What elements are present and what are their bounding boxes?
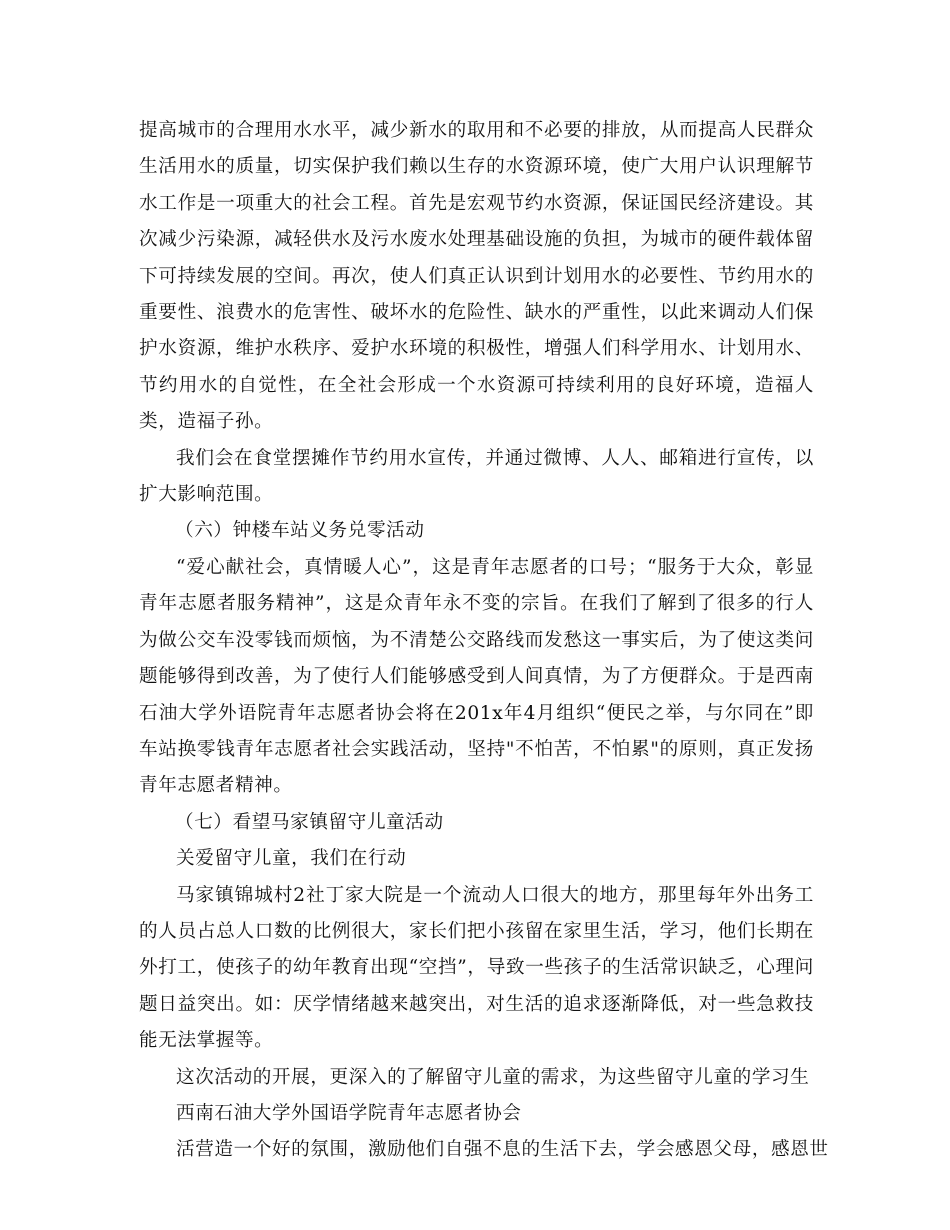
document-body [139, 113, 829, 1169]
paragraph-publicity: 我们会在食堂摆摊作节约用水宣传，并通过微博、人人、邮箱进行宣传，以扩大影响范围。 [139, 447, 814, 506]
paragraph-organization: 西南石油大学外国语学院青年志愿者协会 [176, 1102, 522, 1124]
paragraph-activity-purpose: 这次活动的开展，更深入的了解留守儿童的需求，为这些留守儿童的学习生 [176, 1066, 810, 1088]
section-heading-six: （六）钟楼车站义务兑零活动 [175, 520, 425, 542]
section-heading-seven: （七）看望马家镇留守儿童活动 [175, 811, 444, 833]
paragraph-continuation: 活营造一个好的氛围，激励他们自强不息的生活下去，学会感恩父母，感恩世 [176, 1139, 829, 1161]
paragraph-slogan: 关爱留守儿童，我们在行动 [176, 848, 407, 870]
paragraph-left-behind-children: 马家镇锦城村2社丁家大院是一个流动人口很大的地方，那里每年外出务工的人员占总人口数的比例很大，家长们把小孩留在家里生活，学习，他们长期在外打工，使孩子的幼年教育出现“空挡”，导致一些孩子的生活常识缺乏，心理问题日益突出。如：厌学情绪越来越突出，对生活的追求逐渐降低，对一些急救技能无法掌握等。 [139, 884, 814, 1052]
paragraph-change-exchange: “爱心献社会，真情暖人心”，这是青年志愿者的口号；“服务于大众，彰显青年志愿者服务精神”，这是众青年永不变的宗旨。在我们了解到了很多的行人为做公交车没零钱而烦恼，为不清楚公交路线而发愁这一事实后，为了使这类问题能够得到改善，为了使行人们能够感受到人间真情，为了方便群众。于是西南石油大学外语院青年志愿者协会将在201x年4月组织“便民之举，与尔同在”即车站换零钱青年志愿者社会实践活动，坚持"不怕苦，不怕累"的原则，真正发扬青年志愿者精神。 [139, 556, 814, 797]
paragraph-water-conservation: 提高城市的合理用水水平，减少新水的取用和不必要的排放，从而提高人民群众生活用水的质量，切实保护我们赖以生存的水资源环境，使广大用户认识理解节水工作是一项重大的社会工程。首先是宏观节约水资源，保证国民经济建设。其次减少污染源，减轻供水及污水废水处理基础设施的负担，为城市的硬件载体留下可持续发展的空间。再次，使人们真正认识到计划用水的必要性、节约用水的重要性、浪费水的危害性、破坏水的危险性、缺水的严重性，以此来调动人们保护水资源，维护水秩序、爱护水环境的积极性，增强人们科学用水、计划用水、节约用水的自觉性，在全社会形成一个水资源可持续利用的良好环境，造福人类，造福子孙。 [139, 120, 814, 433]
